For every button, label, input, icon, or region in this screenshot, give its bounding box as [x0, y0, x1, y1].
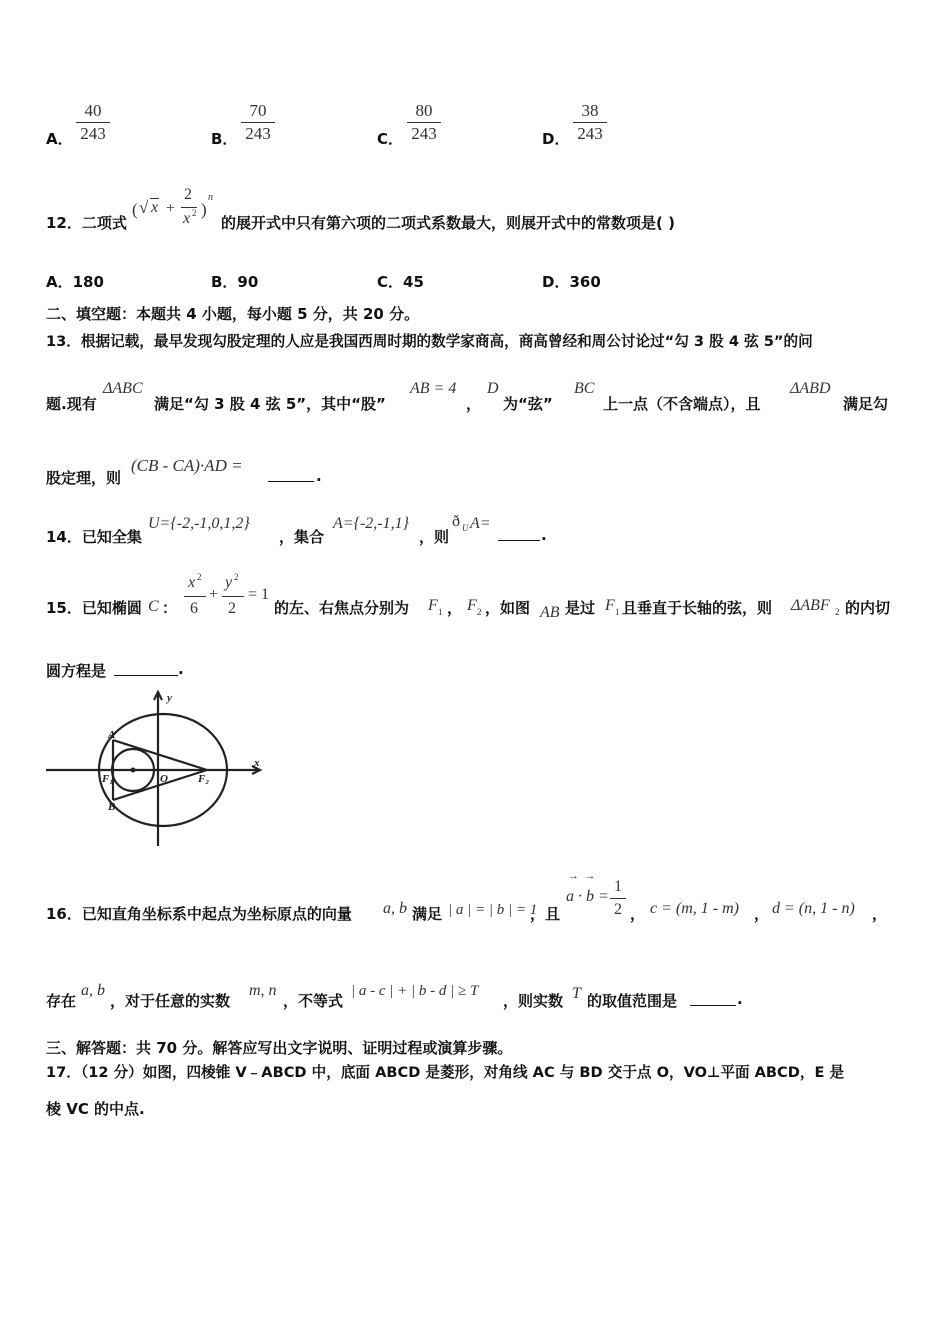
q16-l2-c: ，不等式	[283, 992, 344, 1010]
q14-end: .	[541, 526, 547, 544]
q11-option-b-letter: B．	[211, 130, 238, 148]
q13-l2-f: 满足勾	[843, 395, 889, 413]
q11-option-b-num: 70	[241, 100, 275, 123]
formula-num: 2	[184, 186, 192, 203]
eq-x: x	[188, 574, 196, 591]
q15-f1: F	[428, 597, 438, 614]
formula-den-exp: 2	[192, 208, 197, 218]
q12-prefix: 12．二项式	[46, 214, 127, 232]
q11-option-c-num: 80	[407, 100, 441, 123]
q17-line2: 棱 VC 的中点.	[46, 1100, 145, 1118]
q11-option-c-den: 243	[411, 124, 437, 143]
label-b: B	[108, 801, 116, 813]
eq-x-exp: 2	[197, 572, 202, 582]
formula-den: x	[183, 210, 191, 227]
section-2-heading: 二、填空题：本题共 4 小题，每小题 5 分，共 20 分。	[46, 305, 420, 323]
q11-option-d-num: 38	[573, 100, 607, 123]
q15-t3: 是过	[565, 599, 596, 617]
q12-option-a: A．180	[46, 273, 104, 291]
q13-l3-m: (CB - CA)·AD =	[131, 456, 243, 475]
formula-close-paren: )	[201, 200, 207, 219]
q15-t2: ，如图	[485, 599, 531, 617]
q15-tri-sub: 2	[835, 607, 840, 617]
q16-dot-fraction	[610, 876, 626, 921]
q15-f1-sub: 1	[438, 607, 443, 617]
q12-option-b: B．90	[211, 273, 259, 291]
q15-f2-sub: 2	[477, 607, 482, 617]
q15-comma1: ，	[447, 599, 463, 617]
q13-answer-blank[interactable]	[268, 481, 314, 482]
q15-line2-end: .	[178, 660, 184, 678]
q16-vec-arrows: → →	[568, 870, 596, 882]
q16-l2-b: ，对于任意的实数	[110, 992, 231, 1010]
label-o: O	[160, 773, 168, 785]
q11-option-a-fraction	[76, 100, 110, 145]
q16-m-ab: a, b	[383, 900, 407, 917]
q14-m3-sub: U	[462, 523, 469, 533]
q16-t2: ，且	[530, 905, 561, 923]
q11-option-c-letter: C．	[377, 130, 404, 148]
q14-mid: ，集合	[279, 528, 325, 546]
q16-m-d: d = (n, 1 - n)	[772, 900, 855, 917]
q13-l2-e: 上一点（不含端点），且	[603, 395, 761, 413]
formula-sqrt: √	[139, 198, 149, 217]
q16-comma3: ，	[872, 905, 888, 923]
eq-x-bar	[184, 596, 206, 597]
label-f1: F₁	[102, 773, 114, 785]
q16-l2-end: .	[737, 990, 743, 1008]
q11-option-d-den: 243	[577, 124, 603, 143]
formula-x: x	[151, 199, 159, 216]
q15-prefix: 15．已知椭圆	[46, 599, 142, 617]
q15-m-c: C	[148, 598, 159, 615]
eq-y: y	[225, 574, 233, 591]
formula-exp: n	[208, 192, 213, 203]
q13-l2-b: 满足“勾 3 股 4 弦 5”，其中“股”	[154, 395, 386, 413]
eq-y-bar	[222, 596, 244, 597]
q14-m1: U={-2,-1,0,1,2}	[148, 515, 250, 532]
q13-line1: 13．根据记载，最早发现勾股定理的人应是我国西周时期的数学家商高，商高曾经和周公讨论过“勾 3 股 4 弦 5”的问	[46, 333, 813, 350]
q15-ab: AB	[540, 604, 560, 621]
q15-tri: ΔABF	[791, 597, 830, 614]
q15-colon: ：	[162, 599, 178, 617]
q16-l2-a: 存在	[46, 992, 77, 1010]
q16-m-c: c = (m, 1 - m)	[650, 900, 739, 917]
q16-t1: 满足	[412, 905, 443, 923]
q11-option-a-den: 243	[80, 124, 106, 143]
label-x: x	[254, 757, 260, 769]
eq-y-exp: 2	[234, 572, 239, 582]
q13-l2-d: 为“弦”	[503, 395, 553, 413]
q14-then: ，则	[419, 528, 450, 546]
q15-f1b-sub: 1	[615, 607, 620, 617]
q12-option-c: C．45	[377, 273, 424, 291]
q11-option-c-fraction	[407, 100, 441, 145]
q14-m3-b: A=	[470, 515, 491, 532]
q16-l2-d: ，则实数	[503, 992, 564, 1010]
eq-plus: +	[209, 586, 219, 603]
q11-option-a-letter: A．	[46, 130, 73, 148]
incircle-center	[131, 768, 136, 773]
q11-option-b-den: 243	[245, 124, 271, 143]
q16-comma2: ，	[754, 905, 770, 923]
q15-f1b: F	[605, 597, 615, 614]
q16-l2-m4: T	[572, 985, 581, 1002]
q15-ellipse-equation	[184, 572, 274, 622]
label-a: A	[108, 729, 116, 741]
q16-l2-m3: | a - c | + | b - d | ≥ T	[351, 983, 479, 999]
label-y: y	[167, 692, 172, 704]
eq-y-den: 2	[228, 600, 236, 617]
q15-t5: 的内切	[845, 599, 891, 617]
q16-dot-den: 2	[614, 901, 622, 918]
q11-option-a-num: 40	[76, 100, 110, 123]
q17-line1: 17．（12 分）如图，四棱锥 V﹣ABCD 中，底面 ABCD 是菱形，对角线 AC 与 BD 交于点 O，VO⊥平面 ABCD，E 是	[46, 1064, 845, 1081]
q11-option-d-letter: D．	[542, 130, 570, 148]
q16-dot-num: 1	[610, 876, 626, 899]
q16-l2-m1: a, b	[81, 982, 105, 999]
formula-open-paren: (	[132, 200, 138, 219]
q16-m-dot: a · b =	[566, 888, 609, 905]
q11-option-d-fraction	[573, 100, 607, 145]
q14-m2: A={-2,-1,1}	[333, 515, 410, 532]
q15-t1: 的左、右焦点分别为	[274, 599, 410, 617]
q13-l3-a: 股定理，则	[46, 469, 122, 487]
q14-prefix: 14．已知全集	[46, 528, 142, 546]
q11-option-b-fraction	[241, 100, 275, 145]
q13-l3-end: .	[316, 467, 322, 485]
q15-answer-blank[interactable]	[114, 675, 178, 676]
q13-l2-m5: ΔABD	[790, 380, 831, 397]
q16-answer-blank[interactable]	[690, 1005, 736, 1006]
q15-line2: 圆方程是	[46, 662, 107, 680]
q16-m-norm: | a | = | b | = 1	[448, 902, 538, 918]
q12-option-d: D．360	[542, 273, 601, 291]
q12-suffix: 的展开式中只有第六项的二项式系数最大，则展开式中的常数项是( )	[221, 214, 675, 232]
q12-binomial-formula	[132, 186, 222, 234]
q14-m3: ð	[452, 513, 460, 530]
q16-prefix: 16．已知直角坐标系中起点为坐标原点的向量	[46, 905, 352, 923]
q13-l2-m2: AB = 4	[410, 380, 457, 397]
q15-t4: 且垂直于长轴的弦，则	[622, 599, 773, 617]
q14-answer-blank[interactable]	[498, 540, 540, 541]
q13-l2-m3: D	[487, 380, 499, 397]
q13-l2-m4: BC	[574, 380, 595, 397]
q15-f2: F	[467, 597, 477, 614]
q16-l2-m2: m, n	[249, 982, 277, 999]
eq-x-den: 6	[190, 600, 198, 617]
q16-comma: ，	[630, 905, 646, 923]
side-af2	[113, 740, 207, 770]
q16-l2-e: 的取值范围是	[587, 992, 678, 1010]
q15-ellipse-figure	[40, 688, 270, 850]
label-f2: F₂	[198, 773, 210, 785]
formula-plus: +	[166, 200, 176, 217]
q13-l2-c: ，	[466, 395, 482, 413]
q13-l2-a: 题.现有	[46, 395, 97, 413]
eq-equals-one: = 1	[248, 586, 270, 603]
section-3-heading: 三、解答题：共 70 分。解答应写出文字说明、证明过程或演算步骤。	[46, 1039, 513, 1057]
q13-l2-m1: ΔABC	[103, 380, 143, 397]
